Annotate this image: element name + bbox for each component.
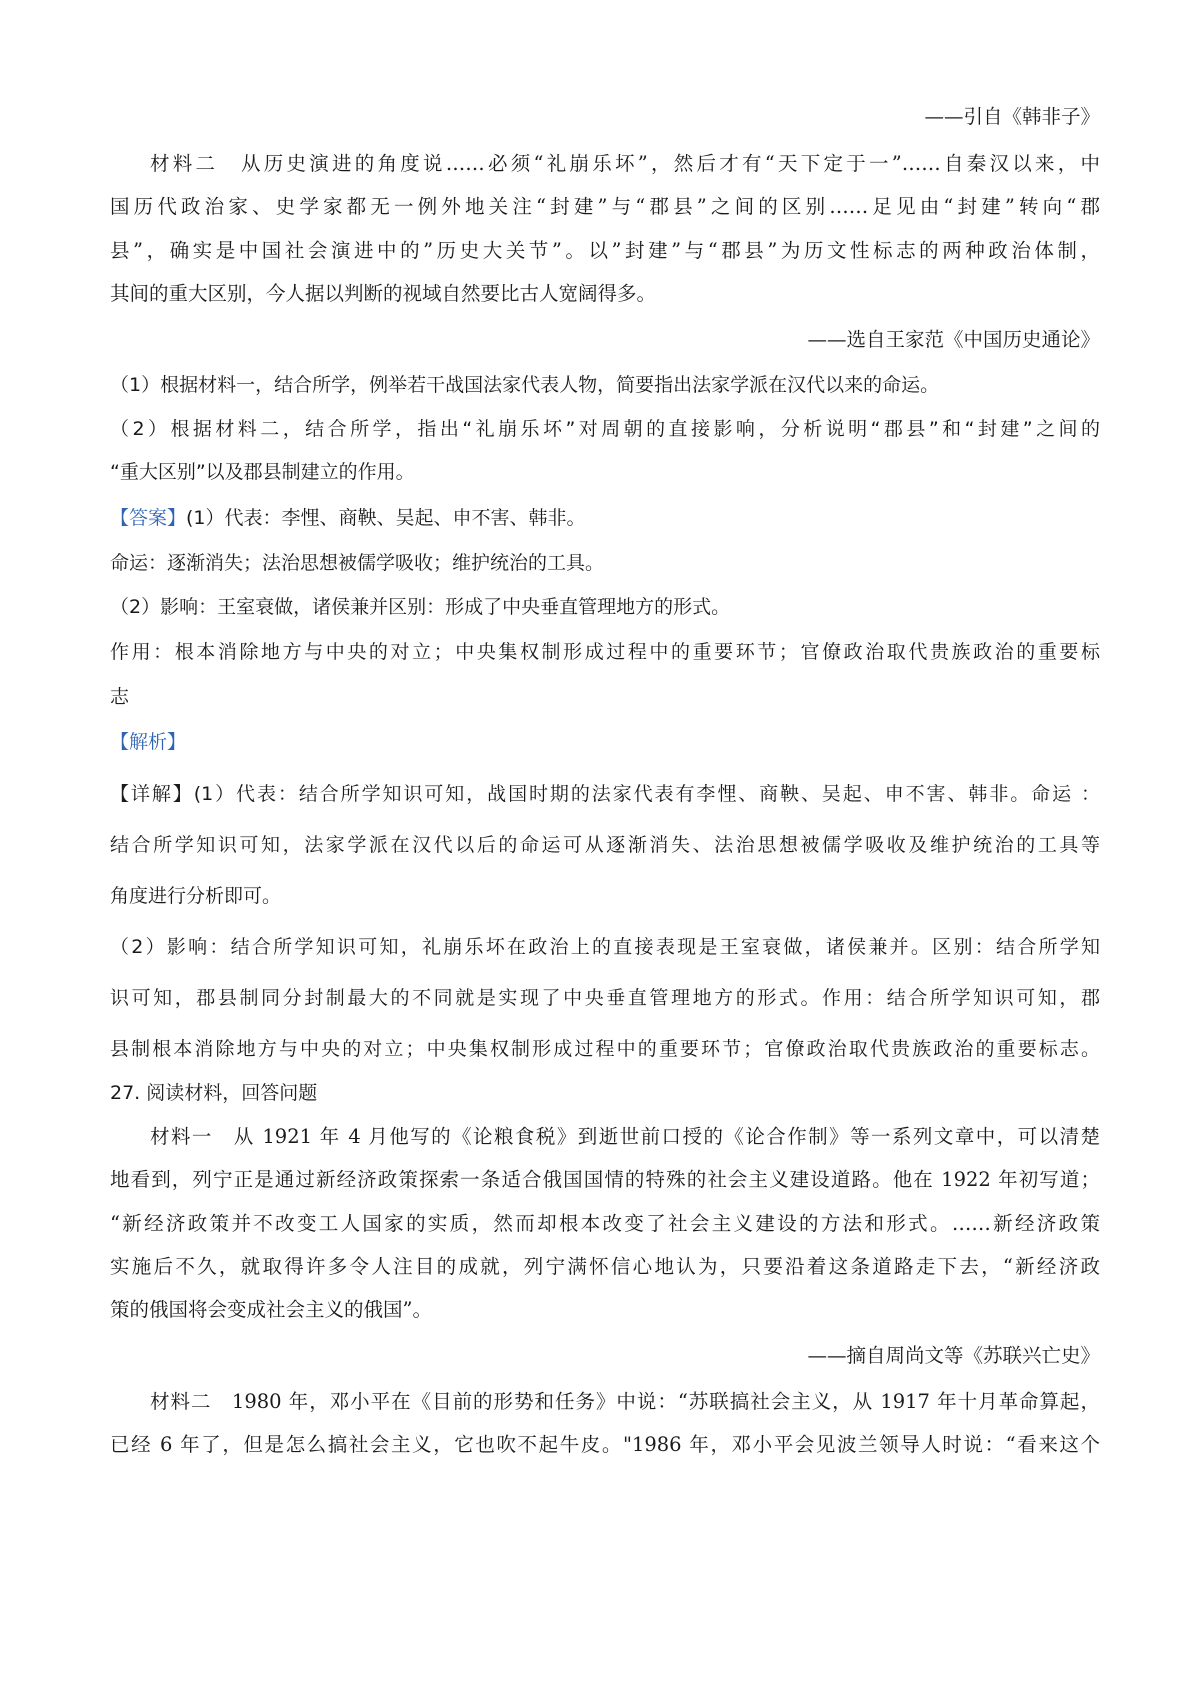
material-paragraph: 策的俄国将会变成社会主义的俄国”。 bbox=[110, 1298, 432, 1321]
material-paragraph: 材料二 从历史演进的角度说……必须“礼崩乐坏”，然后才有“天下定于一”……自秦汉以来，中 bbox=[150, 152, 1100, 175]
material-paragraph: 已经 6 年了，但是怎么搞社会主义，它也吹不起牛皮。"1986 年，邓小平会见波兰领导人时说：“看来这个 bbox=[110, 1433, 1100, 1456]
material-paragraph: 实施后不久，就取得许多令人注目的成就，列宁满怀信心地认为，只要沿着这条道路走下去，“新经济政 bbox=[110, 1255, 1100, 1278]
question-item: “重大区别”以及郡县制建立的作用。 bbox=[110, 461, 415, 483]
question-heading: 27. 阅读材料，回答问题 bbox=[110, 1082, 318, 1104]
source-citation: ——摘自周尚文等《苏联兴亡史》 bbox=[807, 1344, 1100, 1367]
material-paragraph: 材料一 从 1921 年 4 月他写的《论粮食税》到逝世前口授的《论合作制》等一系列文章中，可以清楚 bbox=[150, 1125, 1100, 1148]
material-paragraph: 县”，确实是中国社会演进中的”历史大关节”。以”封建”与“郡县”为历文性标志的两种政治体制， bbox=[110, 239, 1100, 262]
material-paragraph: 材料二 1980 年，邓小平在《目前的形势和任务》中说：“苏联搞社会主义，从 1917 年十月革命算起， bbox=[150, 1390, 1100, 1413]
source-citation: ——引自《韩非子》 bbox=[924, 105, 1100, 128]
answer-line: 志 bbox=[110, 686, 130, 708]
analysis-paragraph: （2）影响：结合所学知识可知，礼崩乐坏在政治上的直接表现是王室衰做，诸侯兼并。区别：结合所学知 bbox=[110, 936, 1100, 958]
material-paragraph: 地看到，列宁正是通过新经济政策探索一条适合俄国国情的特殊的社会主义建设道路。他在 1922 年初写道； bbox=[110, 1168, 1100, 1191]
analysis-paragraph: 识可知，郡县制同分封制最大的不同就是实现了中央垂直管理地方的形式。作用：结合所学知识可知，郡 bbox=[110, 987, 1100, 1009]
question-item: （2）根据材料二，结合所学，指出“礼崩乐坏”对周朝的直接影响，分析说明“郡县”和“封建”之间的 bbox=[110, 418, 1100, 440]
material-paragraph: “新经济政策并不改变工人国家的实质，然而却根本改变了社会主义建设的方法和形式。……新经济政策 bbox=[110, 1212, 1100, 1235]
analysis-label: 【解析】 bbox=[110, 731, 187, 753]
material-paragraph: 国历代政治家、史学家都无一例外地关注“封建”与“郡县”之间的区别……足见由“封建”转向“郡 bbox=[110, 195, 1100, 218]
answer-line: （2）影响：王室衰做，诸侯兼并区别：形成了中央垂直管理地方的形式。 bbox=[110, 596, 731, 618]
question-item: （1）根据材料一，结合所学，例举若干战国法家代表人物，简要指出法家学派在汉代以来的命运。 bbox=[110, 374, 940, 396]
analysis-paragraph: 角度进行分析即可。 bbox=[110, 885, 282, 907]
source-citation: ——选自王家范《中国历史通论》 bbox=[807, 328, 1100, 351]
answer-line: 命运：逐渐消失；法治思想被儒学吸收；维护统治的工具。 bbox=[110, 552, 605, 574]
material-paragraph: 其间的重大区别，今人据以判断的视域自然要比古人宽阔得多。 bbox=[110, 282, 657, 305]
answer-line bbox=[110, 505, 586, 531]
analysis-paragraph: 【详解】(1）代表：结合所学知识可知，战国时期的法家代表有李悝、商鞅、吴起、申不害、韩非。命运 ： bbox=[110, 783, 1100, 805]
answer-text: (1）代表：李悝、商鞅、吴起、申不害、韩非。 bbox=[186, 507, 586, 529]
answer-label: 【答案】 bbox=[110, 507, 187, 529]
answer-line: 作用：根本消除地方与中央的对立；中央集权制形成过程中的重要环节；官僚政治取代贵族政治的重要标 bbox=[110, 641, 1100, 663]
analysis-paragraph: 县制根本消除地方与中央的对立；中央集权制形成过程中的重要环节；官僚政治取代贵族政治的重要标志。 bbox=[110, 1038, 1100, 1060]
analysis-paragraph: 结合所学知识可知，法家学派在汉代以后的命运可从逐渐消失、法治思想被儒学吸收及维护统治的工具等 bbox=[110, 834, 1100, 856]
